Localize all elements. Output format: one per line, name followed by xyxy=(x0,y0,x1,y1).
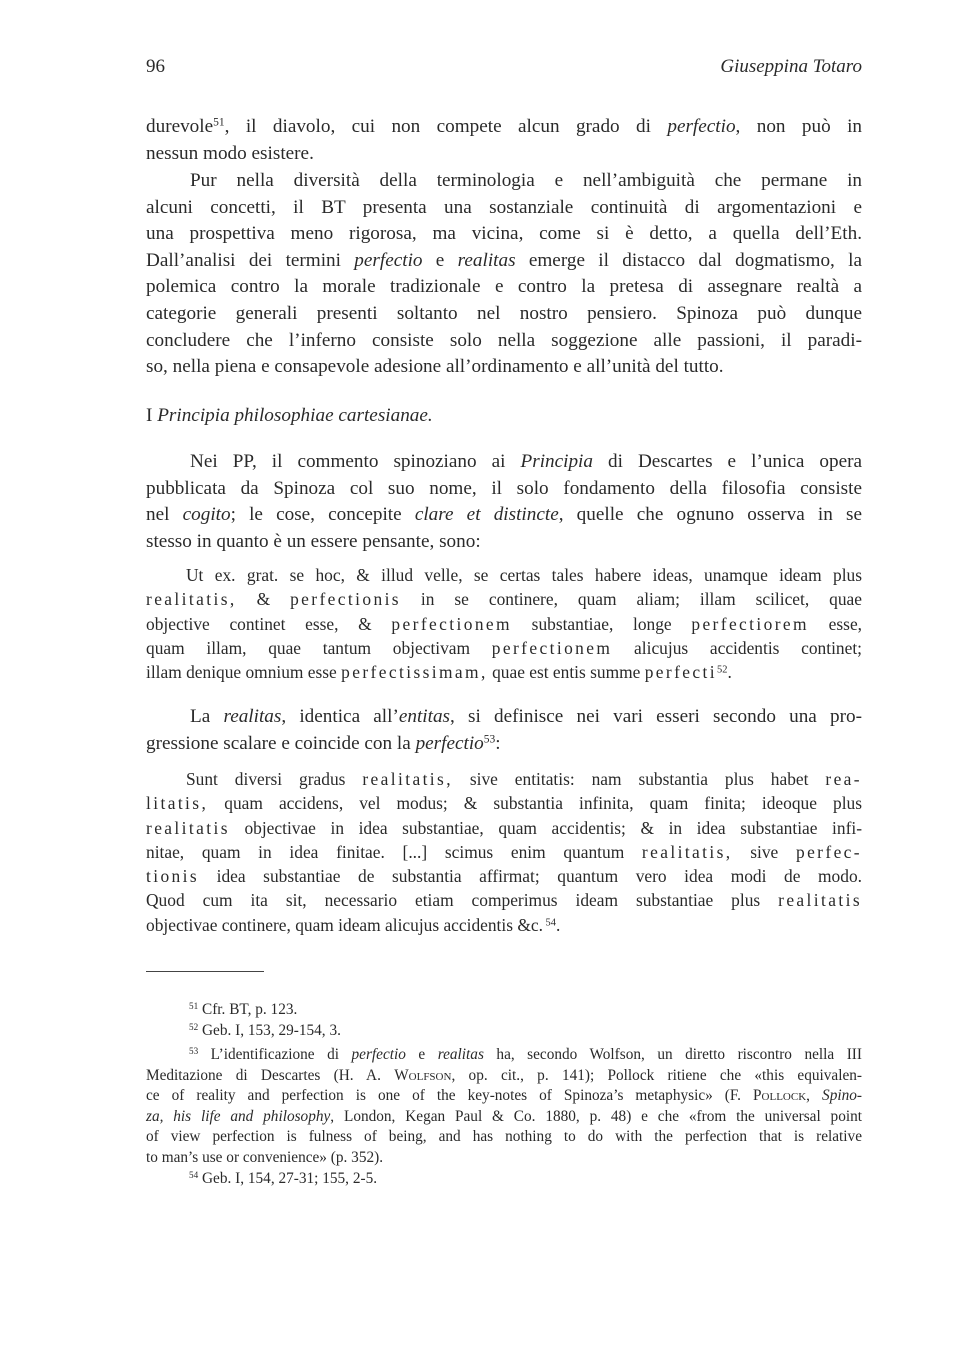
italic-term: entitas xyxy=(398,706,451,727)
text-run: : xyxy=(495,732,501,754)
text-line xyxy=(146,587,862,611)
text-run: in se continere, quam aliam; illam scilicet, quae xyxy=(400,589,862,610)
text-run: I xyxy=(146,405,158,426)
text-line xyxy=(146,1107,862,1128)
text-line xyxy=(146,816,862,840)
italic-term: realitas xyxy=(457,249,516,271)
text-run: ha, secondo Wolfson, un diretto riscontro nella III xyxy=(483,1046,862,1063)
text-run: Nei PP, il commento spinoziano ai xyxy=(190,451,521,472)
text-line xyxy=(146,704,862,731)
text-run: Pur nella diversità della terminologia e nell’ambiguità che permane in xyxy=(190,170,862,191)
text-run: ce of reality and perfection is one of the key-notes of Spinoza’s metaphysic» (F. xyxy=(146,1087,754,1105)
italic-term: realitas xyxy=(437,1046,484,1063)
block-quote-1 xyxy=(146,563,862,684)
text-run: , London, Kegan Paul & Co. 1880, p. 48) e che «from the universal point xyxy=(330,1107,862,1125)
italic-term: realitas xyxy=(223,706,282,727)
text-run: stesso in quanto è un essere pensante, sono: xyxy=(146,530,481,552)
text-line xyxy=(146,1021,862,1042)
footnote-54 xyxy=(146,1169,862,1190)
text-run: e xyxy=(405,1046,438,1063)
text-run: alcuni concetti, il BT presenta una sostanziale continuità di argomentazioni e xyxy=(146,196,862,218)
text-run: quae est entis summe xyxy=(487,662,645,683)
text-run: objectivae continere, quam ideam alicujus accidentis &c. xyxy=(146,914,543,935)
text-line xyxy=(146,636,862,660)
text-run: , identica all’ xyxy=(281,706,399,727)
spaced-term: litatis, xyxy=(146,793,209,814)
italic-term: Spino- xyxy=(822,1087,862,1105)
text-run: durevole xyxy=(146,116,214,137)
author-name: Wolfson xyxy=(394,1066,452,1084)
page-header xyxy=(146,56,862,84)
text-line xyxy=(146,791,862,815)
italic-term: za, his life and philosophy xyxy=(146,1107,331,1125)
text-run: Sunt diversi gradus xyxy=(186,769,363,789)
text-run: sive entitatis: nam substantia plus habet xyxy=(452,769,826,789)
footnote-51 xyxy=(146,1000,862,1021)
text-run: alicujus accidentis continet; xyxy=(612,637,862,658)
text-line xyxy=(146,1127,862,1148)
text-run: objectivae in idea substantiae, quam accidentis; & in idea substantiae infi- xyxy=(229,817,862,838)
text-run: una prospettiva meno rigorosa, ma vicina, come si è detto, a quella dell’Eth. xyxy=(146,223,862,245)
footnote-reference: 51 xyxy=(213,116,225,129)
spaced-term: realitatis xyxy=(778,890,862,911)
text-run: , op. cit., p. 141); Pollock ritiene che «this equivalen- xyxy=(451,1066,862,1084)
spaced-term: perfecti xyxy=(644,662,718,683)
author-name: Pollock xyxy=(753,1087,807,1105)
spaced-term: perfec- xyxy=(795,841,862,862)
text-line xyxy=(146,168,862,195)
text-line xyxy=(146,195,862,222)
text-run: ; le cose, concepite xyxy=(230,504,415,526)
text-line xyxy=(146,328,862,355)
text-run: gressione scalare e coincide con la xyxy=(146,732,416,754)
italic-term: Principia philosophiae cartesianae. xyxy=(157,405,433,426)
footnote-52 xyxy=(146,1021,862,1042)
text-line xyxy=(146,864,862,888)
text-run: quam accidens, vel modus; & substantia infinita, quam finita; ideoque plus xyxy=(208,793,862,814)
text-run: quam illam, quae tantum objectivam xyxy=(146,637,492,658)
spaced-term: perfectionem xyxy=(391,613,512,634)
text-run: to man’s use or convenience» (p. 352). xyxy=(146,1148,384,1166)
text-line xyxy=(146,888,862,912)
text-run: categorie generali presenti soltanto nel nostro pensiero. Spinoza può dunque xyxy=(146,302,862,324)
text-line xyxy=(146,248,862,275)
text-run: Ut ex. grat. se hoc, & illud velle, se certas tales habere ideas, unamque ideam plus xyxy=(186,565,862,585)
italic-term: perfectio xyxy=(415,732,484,754)
italic-term: perfectio xyxy=(667,116,736,137)
italic-term: perfectio xyxy=(351,1046,406,1063)
footnote-reference: 53 xyxy=(189,1045,199,1056)
text-run: La xyxy=(190,706,224,727)
section-heading xyxy=(146,403,862,430)
spaced-term: realitatis, xyxy=(362,769,453,789)
text-line xyxy=(146,221,862,248)
text-run: emerge il distacco dal dogmatismo, la xyxy=(515,249,862,271)
text-run: so, nella piena e consapevole adesione all’ordinamento e all’unità del tutto. xyxy=(146,356,724,378)
text-line xyxy=(146,840,862,864)
text-run: Cfr. BT, p. 123. xyxy=(198,1001,298,1018)
spaced-term: rea- xyxy=(825,769,862,789)
footnote-reference: 54 xyxy=(189,1169,199,1180)
text-line xyxy=(146,731,862,758)
text-line xyxy=(146,529,862,556)
text-line xyxy=(146,1066,862,1087)
text-run: illam denique omnium esse xyxy=(146,662,342,683)
text-run: substantiae, longe xyxy=(511,613,692,634)
text-run: of view perfection is fulness of being, and has nothing to do with the perfection that is relative xyxy=(146,1128,862,1146)
text-run: nessun modo esistere. xyxy=(146,142,314,164)
text-run: e xyxy=(422,249,458,271)
text-run: Meditazione di Descartes (H. A. xyxy=(146,1066,395,1084)
text-run: Quod cum ita sit, necessario etiam comperimus ideam substantiae plus xyxy=(146,890,779,911)
text-line xyxy=(146,1086,862,1107)
footnote-reference: 52 xyxy=(717,664,728,676)
footnote-reference: 53 xyxy=(483,733,496,746)
text-run: di Descartes e l’unica opera xyxy=(592,451,862,472)
spaced-term: perfectissimam, xyxy=(341,662,488,683)
text-run: , quelle che ognuno osserva in se xyxy=(558,504,863,526)
spaced-term: realitatis xyxy=(146,817,230,838)
spaced-term: realitatis, xyxy=(641,841,733,862)
text-line xyxy=(146,449,862,476)
spaced-term: tionis xyxy=(146,866,200,887)
spaced-term: perfectiorem xyxy=(691,613,809,634)
running-head-author: Giuseppina Totaro xyxy=(720,56,862,77)
footnote-reference: 51 xyxy=(189,1000,199,1011)
spaced-term: perfectionis xyxy=(290,589,401,610)
text-line xyxy=(146,403,862,430)
text-line xyxy=(146,612,862,636)
text-run: , il diavolo, cui non compete alcun grado di xyxy=(224,116,668,137)
text-run: sive xyxy=(732,841,796,862)
paragraph-principia xyxy=(146,449,862,555)
text-run: Geb. I, 154, 27-31; 155, 2-5. xyxy=(198,1170,378,1187)
footnote-reference: 52 xyxy=(189,1021,199,1032)
page-number: 96 xyxy=(146,56,165,77)
spaced-term: realitatis, xyxy=(146,589,237,610)
footnote-reference: 54 xyxy=(542,917,556,929)
text-run: idea substantiae de substantia affirmat; quantum vero idea modi de modo. xyxy=(199,866,862,887)
text-run: & xyxy=(236,589,291,610)
text-run: . xyxy=(555,914,561,935)
text-run: nel xyxy=(146,504,183,526)
text-line xyxy=(146,354,862,381)
text-run: Geb. I, 153, 29-154, 3. xyxy=(198,1022,341,1039)
text-run: Dall’analisi dei termini xyxy=(146,249,355,271)
text-line xyxy=(146,141,862,168)
text-line xyxy=(146,563,862,587)
paragraph-terminology xyxy=(146,168,862,381)
text-run: concludere che l’inferno consiste solo nella soggezione alle passioni, il paradi- xyxy=(146,329,862,351)
footnote-separator xyxy=(146,971,264,972)
text-line xyxy=(146,1148,862,1169)
italic-term: cogito xyxy=(182,504,231,526)
text-line xyxy=(146,502,862,529)
spaced-term: perfectionem xyxy=(491,637,613,658)
text-run: nitae, quam in idea finitae. [...] scimus enim quantum xyxy=(146,841,642,862)
block-quote-2 xyxy=(146,767,862,937)
italic-term: clare et distincte xyxy=(414,504,559,526)
text-run: esse, xyxy=(808,613,863,634)
text-line xyxy=(146,476,862,503)
paragraph-continuation xyxy=(146,114,862,167)
paragraph-realitas xyxy=(146,704,862,757)
text-run: pubblicata da Spinoza col suo nome, il solo fondamento della filosofia consiste xyxy=(146,477,862,499)
text-line xyxy=(146,114,862,141)
text-line xyxy=(146,1169,862,1190)
text-run: , si definisce nei vari esseri secondo una pro- xyxy=(450,706,862,727)
text-run: polemica contro la morale tradizionale e contro la pretesa di assegnare realtà a xyxy=(146,276,862,298)
text-line xyxy=(146,913,862,937)
text-line xyxy=(146,767,862,791)
italic-term: perfectio xyxy=(354,249,423,271)
text-run: , non può in xyxy=(735,116,862,137)
text-run: , xyxy=(806,1087,823,1105)
text-line xyxy=(146,660,862,684)
text-line xyxy=(146,1045,862,1066)
text-line xyxy=(146,301,862,328)
text-line xyxy=(146,1000,862,1021)
text-line xyxy=(146,274,862,301)
text-run: . xyxy=(727,662,732,683)
italic-term: Principia xyxy=(520,451,593,472)
text-run: L’identificazione di xyxy=(198,1046,352,1063)
footnote-53 xyxy=(146,1045,862,1169)
text-run: objective continet esse, & xyxy=(146,613,392,634)
